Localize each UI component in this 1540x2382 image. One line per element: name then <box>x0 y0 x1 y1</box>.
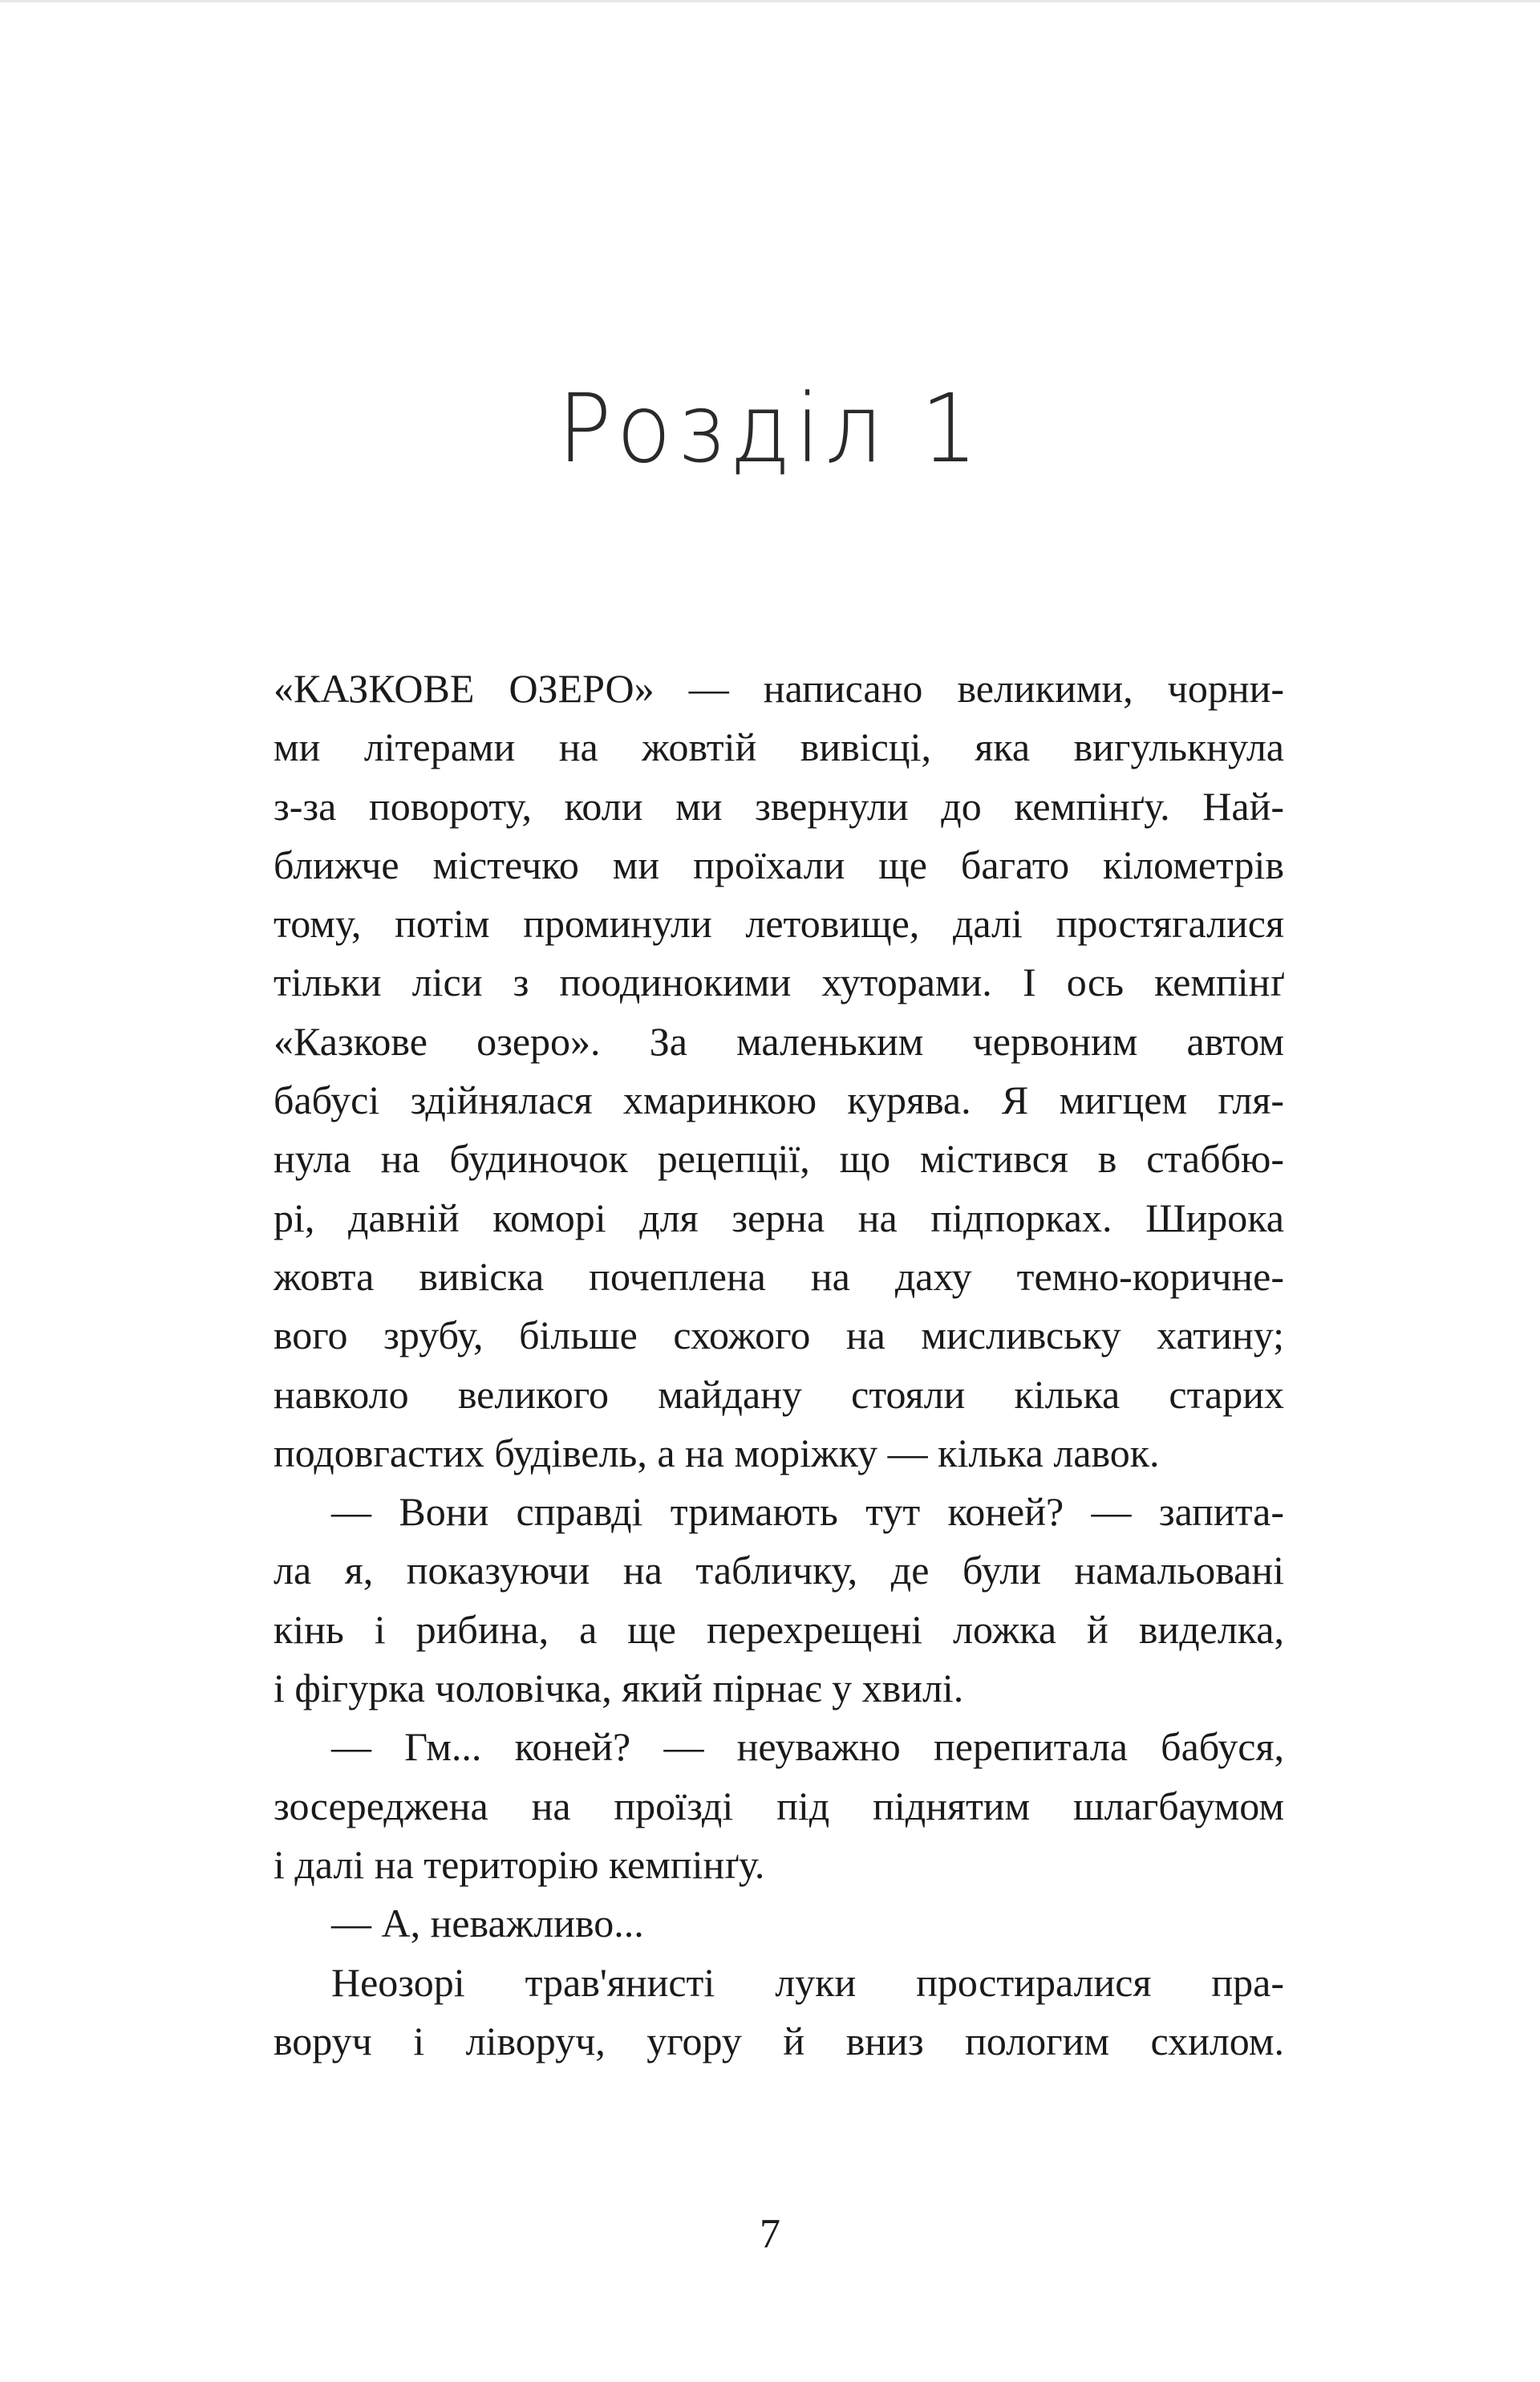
text-line: з-за повороту, коли ми звернули до кемпінґу. Най- <box>274 783 1284 829</box>
text-line: зосереджена на проїзді під піднятим шлагбаумом <box>274 1783 1284 1828</box>
text-line: воруч і ліворуч, угору й вниз пологим схилом. <box>274 2018 1284 2063</box>
text-line: навколо великого майдану стояли кілька старих <box>274 1371 1284 1417</box>
text-line: і далі на територію кемпінґу. <box>274 1841 765 1887</box>
text-line: «Казкове озеро». За маленьким червоним автом <box>274 1018 1284 1064</box>
text-line: жовта вивіска почеплена на даху темно-коричне- <box>274 1253 1284 1299</box>
page-top-edge <box>0 0 1540 2</box>
text-line: кінь і рибина, а ще перехрещені ложка й виделка, <box>274 1606 1284 1652</box>
paragraph <box>274 1718 1284 1894</box>
text-line: Неозорі трав'янисті луки простиралися пра- <box>331 1959 1284 2005</box>
chapter-title: Розділ 1 <box>557 374 983 485</box>
text-line: ми літерами на жовтій вивісці, яка вигулькнула <box>274 724 1284 770</box>
text-line: бабусі здійнялася хмаринкою курява. Я мигцем гля- <box>274 1077 1284 1123</box>
chapter-body-text <box>274 659 1284 2071</box>
text-line: ла я, показуючи на табличку, де були намальовані <box>274 1548 1284 1593</box>
text-line: тому, потім проминули летовище, далі простягалися <box>274 901 1284 947</box>
text-line: — А, неважливо... <box>331 1901 644 1946</box>
text-line: — Вони справді тримають тут коней? — запита- <box>331 1489 1284 1535</box>
text-line: нула на будиночок рецепції, що містився в стаббю- <box>274 1136 1284 1182</box>
text-line: рі, давній коморі для зерна на підпорках. Широка <box>274 1195 1284 1240</box>
text-line: подовгастих будівель, а на моріжку — кілька лавок. <box>274 1430 1160 1475</box>
text-line: і фігурка чоловічка, який пірнає у хвилі. <box>274 1666 964 1711</box>
page-number: 7 <box>760 2211 780 2257</box>
paragraph <box>274 659 1284 1483</box>
paragraph <box>274 1894 1284 1953</box>
text-line: вого зрубу, більше схожого на мисливську хатину; <box>274 1313 1284 1358</box>
text-line: — Гм... коней? — неуважно перепитала бабуся, <box>331 1724 1284 1770</box>
text-line: тільки ліси з поодинокими хуторами. І ось кемпінґ <box>274 960 1284 1005</box>
text-line: ближче містечко ми проїхали ще багато кілометрів <box>274 842 1284 887</box>
paragraph <box>274 1483 1284 1718</box>
paragraph <box>274 1954 1284 2072</box>
text-line: «КАЗКОВЕ ОЗЕРО» — написано великими, чорни- <box>274 666 1284 711</box>
